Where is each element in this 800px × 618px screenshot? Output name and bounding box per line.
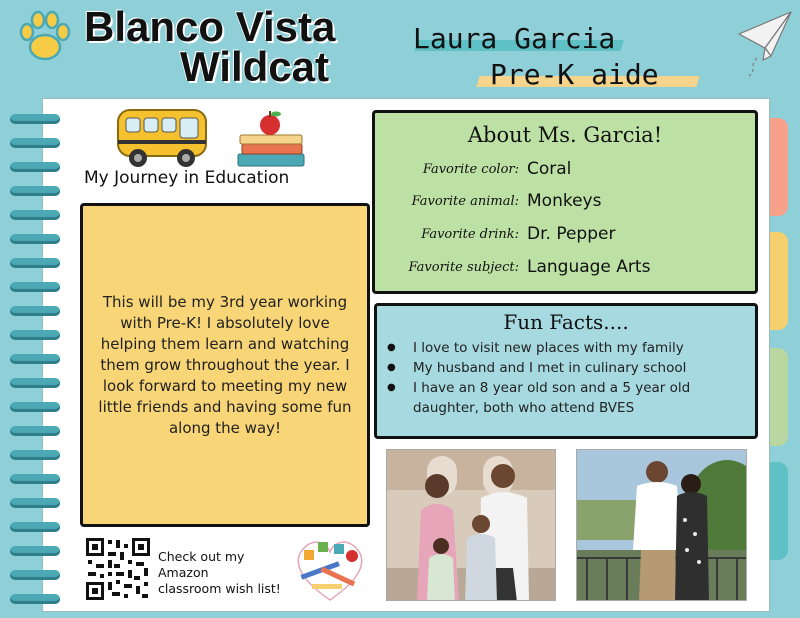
wishlist-text	[158, 549, 281, 597]
paw-icon	[14, 6, 76, 68]
favorite-label: Favorite animal:	[411, 194, 519, 209]
favorite-value: Coral	[527, 159, 572, 179]
teacher-name: Laura Garcia	[413, 22, 616, 55]
about-card	[372, 110, 758, 294]
spiral-ring	[10, 522, 60, 532]
favorite-row	[375, 222, 755, 250]
favorite-value: Dr. Pepper	[527, 224, 616, 244]
spiral-ring	[10, 186, 60, 196]
spiral-ring	[10, 378, 60, 388]
spiral-ring	[10, 258, 60, 268]
spiral-ring	[10, 354, 60, 364]
journey-card	[80, 203, 370, 527]
teacher-role: Pre-K aide	[490, 58, 659, 91]
favorite-row	[375, 189, 755, 217]
list-item: ● I love to visit new places with my family	[385, 338, 749, 358]
spiral-ring	[10, 306, 60, 316]
school-bus-icon	[112, 104, 212, 172]
favorite-value: Monkeys	[527, 191, 602, 211]
journey-text: This will be my 3rd year working with Pre-K! I absolutely love helping them learn and watching them grow throughout the year. I look forward to meeting my new little friends and having some fun along the way!	[98, 292, 352, 437]
favorite-label: Favorite subject:	[408, 260, 519, 275]
fun-facts-card	[374, 303, 758, 439]
journey-heading: My Journey in Education	[84, 168, 290, 188]
fun-facts-title: Fun Facts....	[503, 310, 629, 334]
favorite-value: Language Arts	[527, 257, 651, 277]
spiral-ring	[10, 594, 60, 604]
wishlist-line: Check out my	[158, 549, 245, 564]
spiral-ring	[10, 402, 60, 412]
favorite-label: Favorite drink:	[421, 227, 519, 242]
family-photo-1	[386, 449, 556, 601]
spiral-ring	[10, 330, 60, 340]
school-name-line-2: Wildcat	[180, 43, 329, 90]
fun-facts-list	[385, 338, 749, 418]
spiral-ring	[10, 282, 60, 292]
favorite-row	[375, 255, 755, 283]
school-name-line-1: Blanco Vista	[84, 3, 336, 50]
about-title: About Ms. Garcia!	[467, 123, 663, 147]
spiral-ring	[10, 138, 60, 148]
school-supplies-icon	[290, 534, 370, 604]
spiral-ring	[10, 210, 60, 220]
spiral-ring	[10, 162, 60, 172]
paper-plane-icon	[735, 8, 793, 80]
spiral-ring	[10, 570, 60, 580]
spiral-ring	[10, 498, 60, 508]
family-photo-2	[576, 449, 747, 601]
wishlist-line: Amazon	[158, 565, 209, 580]
spiral-ring	[10, 546, 60, 556]
spiral-ring	[10, 114, 60, 124]
list-item: ● My husband and I met in culinary school	[385, 358, 749, 378]
favorite-label: Favorite color:	[422, 162, 519, 177]
qr-code[interactable]	[84, 536, 152, 602]
books-apple-icon	[232, 108, 310, 170]
wishlist-line: classroom wish list!	[158, 581, 281, 596]
list-item: ● I have an 8 year old son and a 5 year old daughter, both who attend BVES	[385, 378, 749, 418]
spiral-ring	[10, 450, 60, 460]
spiral-ring	[10, 426, 60, 436]
spiral-ring	[10, 474, 60, 484]
favorite-row	[375, 157, 755, 185]
spiral-ring	[10, 234, 60, 244]
